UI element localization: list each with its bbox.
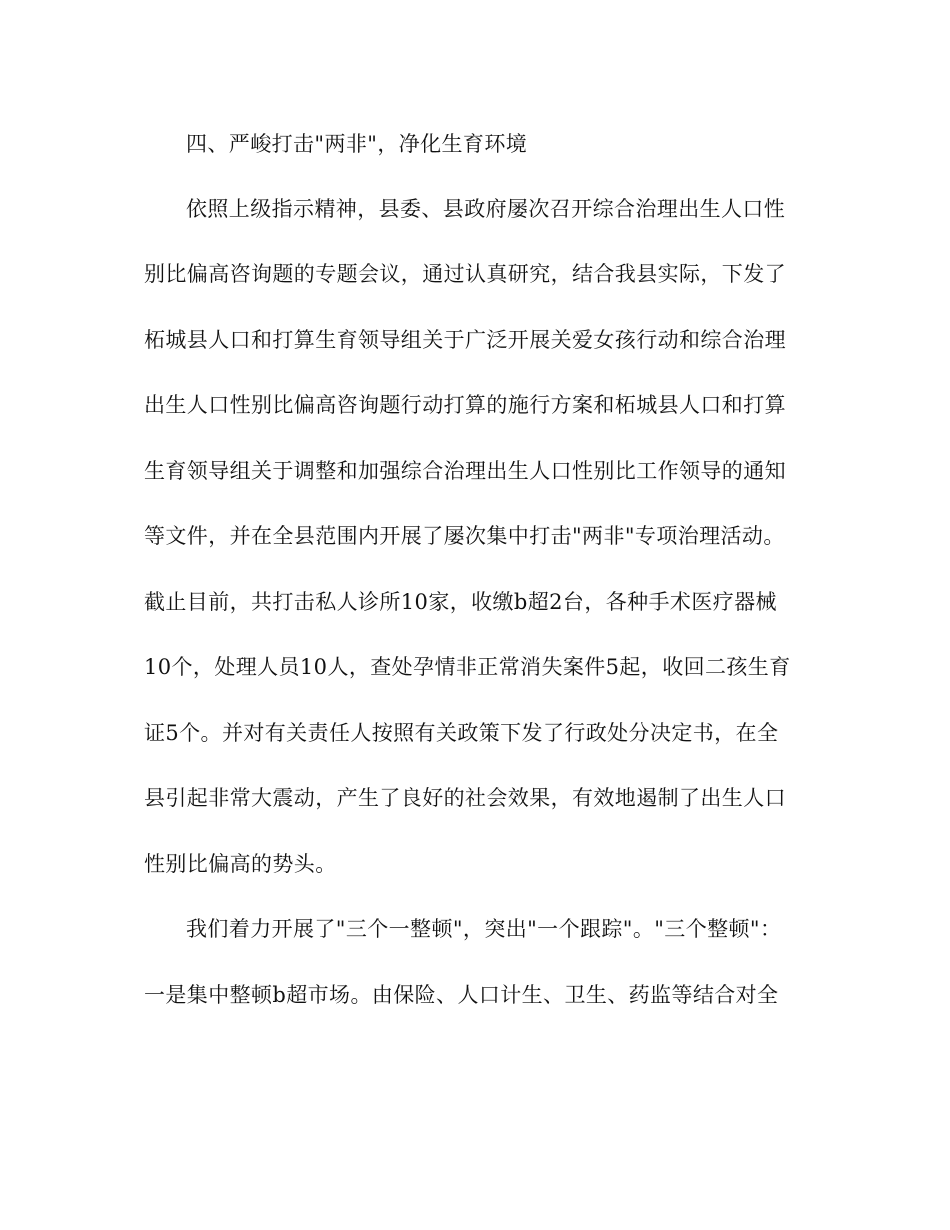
- paragraph-line: 我们着力开展了"三个一整顿"，突出"一个跟踪"。"三个整顿"：: [186, 917, 782, 941]
- paragraph-line: 截止目前，共打击私人诊所10家，收缴b超2台，各种手术医疗器械: [144, 590, 777, 614]
- paragraph-line: 柘城县人口和打算生育领导组关于广泛开展关爱女孩行动和综合治理: [144, 328, 786, 352]
- paragraph-line: 等文件，并在全县范围内开展了屡次集中打击"两非"专项治理活动。: [144, 524, 785, 548]
- paragraph-line: 生育领导组关于调整和加强综合治理出生人口性别比工作领导的通知: [144, 459, 786, 483]
- paragraph-line: 证5个。并对有关责任人按照有关政策下发了行政处分决定书，在全: [144, 721, 779, 745]
- paragraph-line: 县引起非常大震动，产生了良好的社会效果，有效地遏制了出生人口: [144, 786, 786, 810]
- paragraph-line: 别比偏高咨询题的专题会议，通过认真研究，结合我县实际，下发了: [144, 262, 786, 286]
- paragraph-line: 性别比偏高的势头。: [144, 852, 337, 876]
- paragraph-line: 10个，处理人员10人，查处孕情非正常消失案件5起，收回二孩生育: [144, 655, 791, 679]
- paragraph-line: 依照上级指示精神，县委、县政府屡次召开综合治理出生人口性: [186, 197, 786, 221]
- paragraph-line: 一是集中整顿b超市场。由保险、人口计生、卫生、药监等结合对全: [144, 983, 779, 1007]
- paragraph-line: 出生人口性别比偏高咨询题行动打算的施行方案和柘城县人口和打算: [144, 393, 786, 417]
- section-heading: 四、严峻打击"两非"，净化生育环境: [186, 132, 528, 156]
